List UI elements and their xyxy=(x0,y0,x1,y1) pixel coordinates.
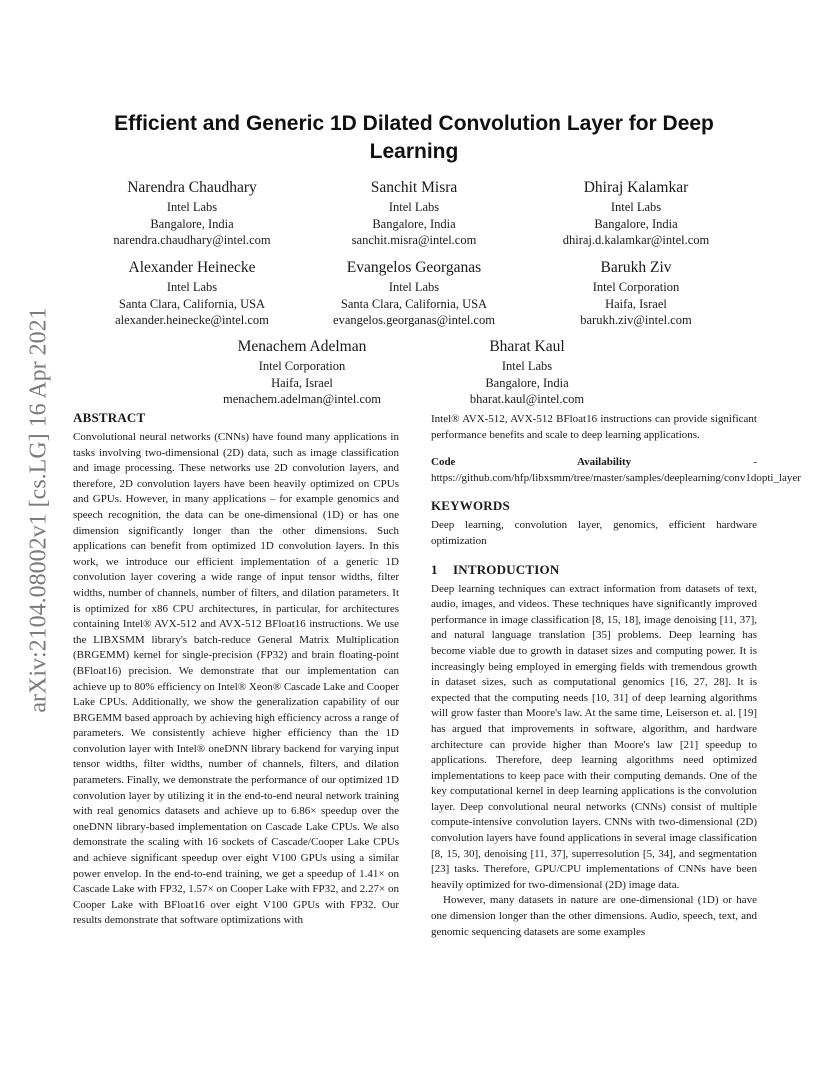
code-availability-label: Code Availability xyxy=(431,456,632,469)
author-org: Intel Labs xyxy=(388,200,440,214)
author-location: Bangalore, India xyxy=(150,216,234,231)
author-location: Bangalore, India xyxy=(594,216,678,231)
author-location: Santa Clara, California, USA xyxy=(118,296,266,311)
right-column xyxy=(431,412,801,940)
abstract-text: Convolutional neural networks (CNNs) have found many applications in tasks involving two-dimensional (2D) data, such as image classification and image processing. These networks use 2D convolution layers, and therefore, 2D convolution layers have been heavily optimized on CPUs and GPUs. However, in many applications – for example genomics and speech recognition, the data can be one-dimensional (1D) or has one dimension significantly longer than the other dimensions. Such applications can benefit from optimized 1D convolution layers. In this work, we introduce our efficient implementation of a generic 1D convolution layer covering a wide range of input tensor widths, filter widths, number of channels, number of filters, and dilation parameters. It is optimized for x86 CPU architectures, in particular, for architectures containing Intel® AVX-512 and AVX-512 BFloat16 instructions. We use the LIBXSMM library's batch-reduce General Matrix Multiplication (BRGEMM) kernel for single-precision (FP32) and brain floating-point (BFloat16) precision. We demonstrate that our implementation can achieve up to 80% efficiency on Intel® Xeon® Cascade Lake and Cooper Lake CPUs. Additionally, we show the generalization capability of our BRGEMM based approach by achieving high efficiency across a range of parameters. We consistently achieve higher efficiency than the 1D convolution layer with Intel® oneDNN library backend for varying input tensor widths, filter widths, number of channels, filters, and dilation parameters. Finally, we demonstrate the performance of our optimized 1D convolution layer by utilizing it in the end-to-end neural network training with real genomics datasets and achieve up to 6.86× speedup over the oneDNN library-based implementation on Cascade Lake CPUs. We also demonstrate the scaling with 16 sockets of Cascade/Cooper Lake CPUs and achieve significant speedup over eight V100 GPUs using a similar power envelop. In the end-to-end training, we get a speedup of 1.41× on Cascade Lake with FP32, 1.57× on Cooper Lake with FP32, and 2.27× on Cooper Lake with BFloat16 over eight V100 GPUs with FP32. Our results demonstrate that software optimizations with xyxy=(73,431,399,927)
author-org: Intel Labs xyxy=(610,200,662,214)
author-location: Bangalore, India xyxy=(485,375,569,390)
author-location: Bangalore, India xyxy=(372,216,456,231)
author-email: evangelos.georganas@intel.com xyxy=(333,313,495,327)
author-block xyxy=(407,337,647,408)
author-block xyxy=(516,258,756,329)
author-org: Intel Corporation xyxy=(592,280,680,294)
author-block xyxy=(294,178,534,249)
author-name: Alexander Heinecke xyxy=(128,259,256,276)
author-location: Santa Clara, California, USA xyxy=(340,296,488,311)
author-name: Sanchit Misra xyxy=(370,179,458,196)
author-email: menachem.adelman@intel.com xyxy=(223,392,381,406)
intro-paragraph: However, many datasets in nature are one-dimensional (1D) or have one dimension longer than the other dimensions. Audio, speech, text, and genomic sequencing datasets are some examples xyxy=(431,894,757,938)
keywords-text: Deep learning, convolution layer, genomics, efficient hardware optimization xyxy=(431,519,757,547)
author-name: Menachem Adelman xyxy=(237,338,367,355)
code-availability-link[interactable]: - https://github.com/hfp/libxsmm/tree/master/samples/deeplearning/conv1dopti_layer xyxy=(431,456,801,484)
author-location: Haifa, Israel xyxy=(271,375,333,390)
keywords-heading: KEYWORDS xyxy=(431,498,510,514)
author-org: Intel Labs xyxy=(501,359,553,373)
author-name: Narendra Chaudhary xyxy=(127,179,257,196)
arxiv-stamp-text: arXiv:2104.08002v1 [cs.LG] 16 Apr 2021 xyxy=(25,307,52,713)
author-email: alexander.heinecke@intel.com xyxy=(115,313,269,327)
author-email: sanchit.misra@intel.com xyxy=(351,233,477,247)
author-location: Haifa, Israel xyxy=(605,296,667,311)
author-email: bharat.kaul@intel.com xyxy=(469,392,585,406)
author-org: Intel Labs xyxy=(166,200,218,214)
abstract-continued: Intel® AVX-512, AVX-512 BFloat16 instructions can provide significant performance benefits and scale to deep learning applications. xyxy=(431,413,757,441)
author-block xyxy=(516,178,756,249)
author-block xyxy=(294,258,534,329)
author-org: Intel Labs xyxy=(166,280,218,294)
author-block xyxy=(182,337,422,408)
author-org: Intel Labs xyxy=(388,280,440,294)
author-block xyxy=(72,258,312,329)
section-number: 1 xyxy=(431,561,438,577)
author-block xyxy=(72,178,312,249)
paper-title: Efficient and Generic 1D Dilated Convolution Layer for Deep Learning xyxy=(114,112,714,163)
introduction-heading xyxy=(431,562,757,578)
author-email: dhiraj.d.kalamkar@intel.com xyxy=(562,233,710,247)
section-title: INTRODUCTION xyxy=(453,561,560,577)
author-org: Intel Corporation xyxy=(258,359,346,373)
author-email: barukh.ziv@intel.com xyxy=(580,313,692,327)
author-name: Bharat Kaul xyxy=(489,338,565,355)
intro-paragraph: Deep learning techniques can extract information from datasets of text, audio, images, and videos. These techniques have significantly improved performance in image classification [8, 15, 18], image denoising [11, 37], and natural language translation [35] problems. Deep learning has become viable due to growth in dataset sizes and computing power. It is increasingly being employed in emerging fields with tremendous growth in dataset sizes, such as computational genomics [16, 27, 28]. It is expected that the computing needs [10, 31] of deep learning algorithms will grow faster than Moore's law. At the same time, Leiserson et. al. [19] has argued that improvements in software, algorithm, and hardware architecture can provide higher than Moore's law [21] speedup to applications. Therefore, deep learning algorithms need optimized implementations to keep pace with their computing demands. One of the key computational kernel in deep learning applications is the convolution layer. Deep convolutional neural networks (CNNs) consist of multiple compute-intensive convolution layers. CNNs with two-dimensional (2D) convolution layers have found applications in several image classification [8, 15, 30], denoising [11, 37], superresolution [5, 34], and segmentation [23] tasks. Therefore, GPU/CPU implementations of CNNs have been heavily optimized for two-dimensional (2D) image data. xyxy=(431,582,757,891)
author-email: narendra.chaudhary@intel.com xyxy=(113,233,271,247)
arxiv-stamp xyxy=(24,290,54,730)
author-name: Dhiraj Kalamkar xyxy=(583,179,689,196)
code-availability xyxy=(431,455,801,486)
author-name: Barukh Ziv xyxy=(600,259,672,276)
left-column xyxy=(73,410,399,929)
abstract-heading: ABSTRACT xyxy=(73,410,146,425)
author-name: Evangelos Georganas xyxy=(346,259,482,276)
